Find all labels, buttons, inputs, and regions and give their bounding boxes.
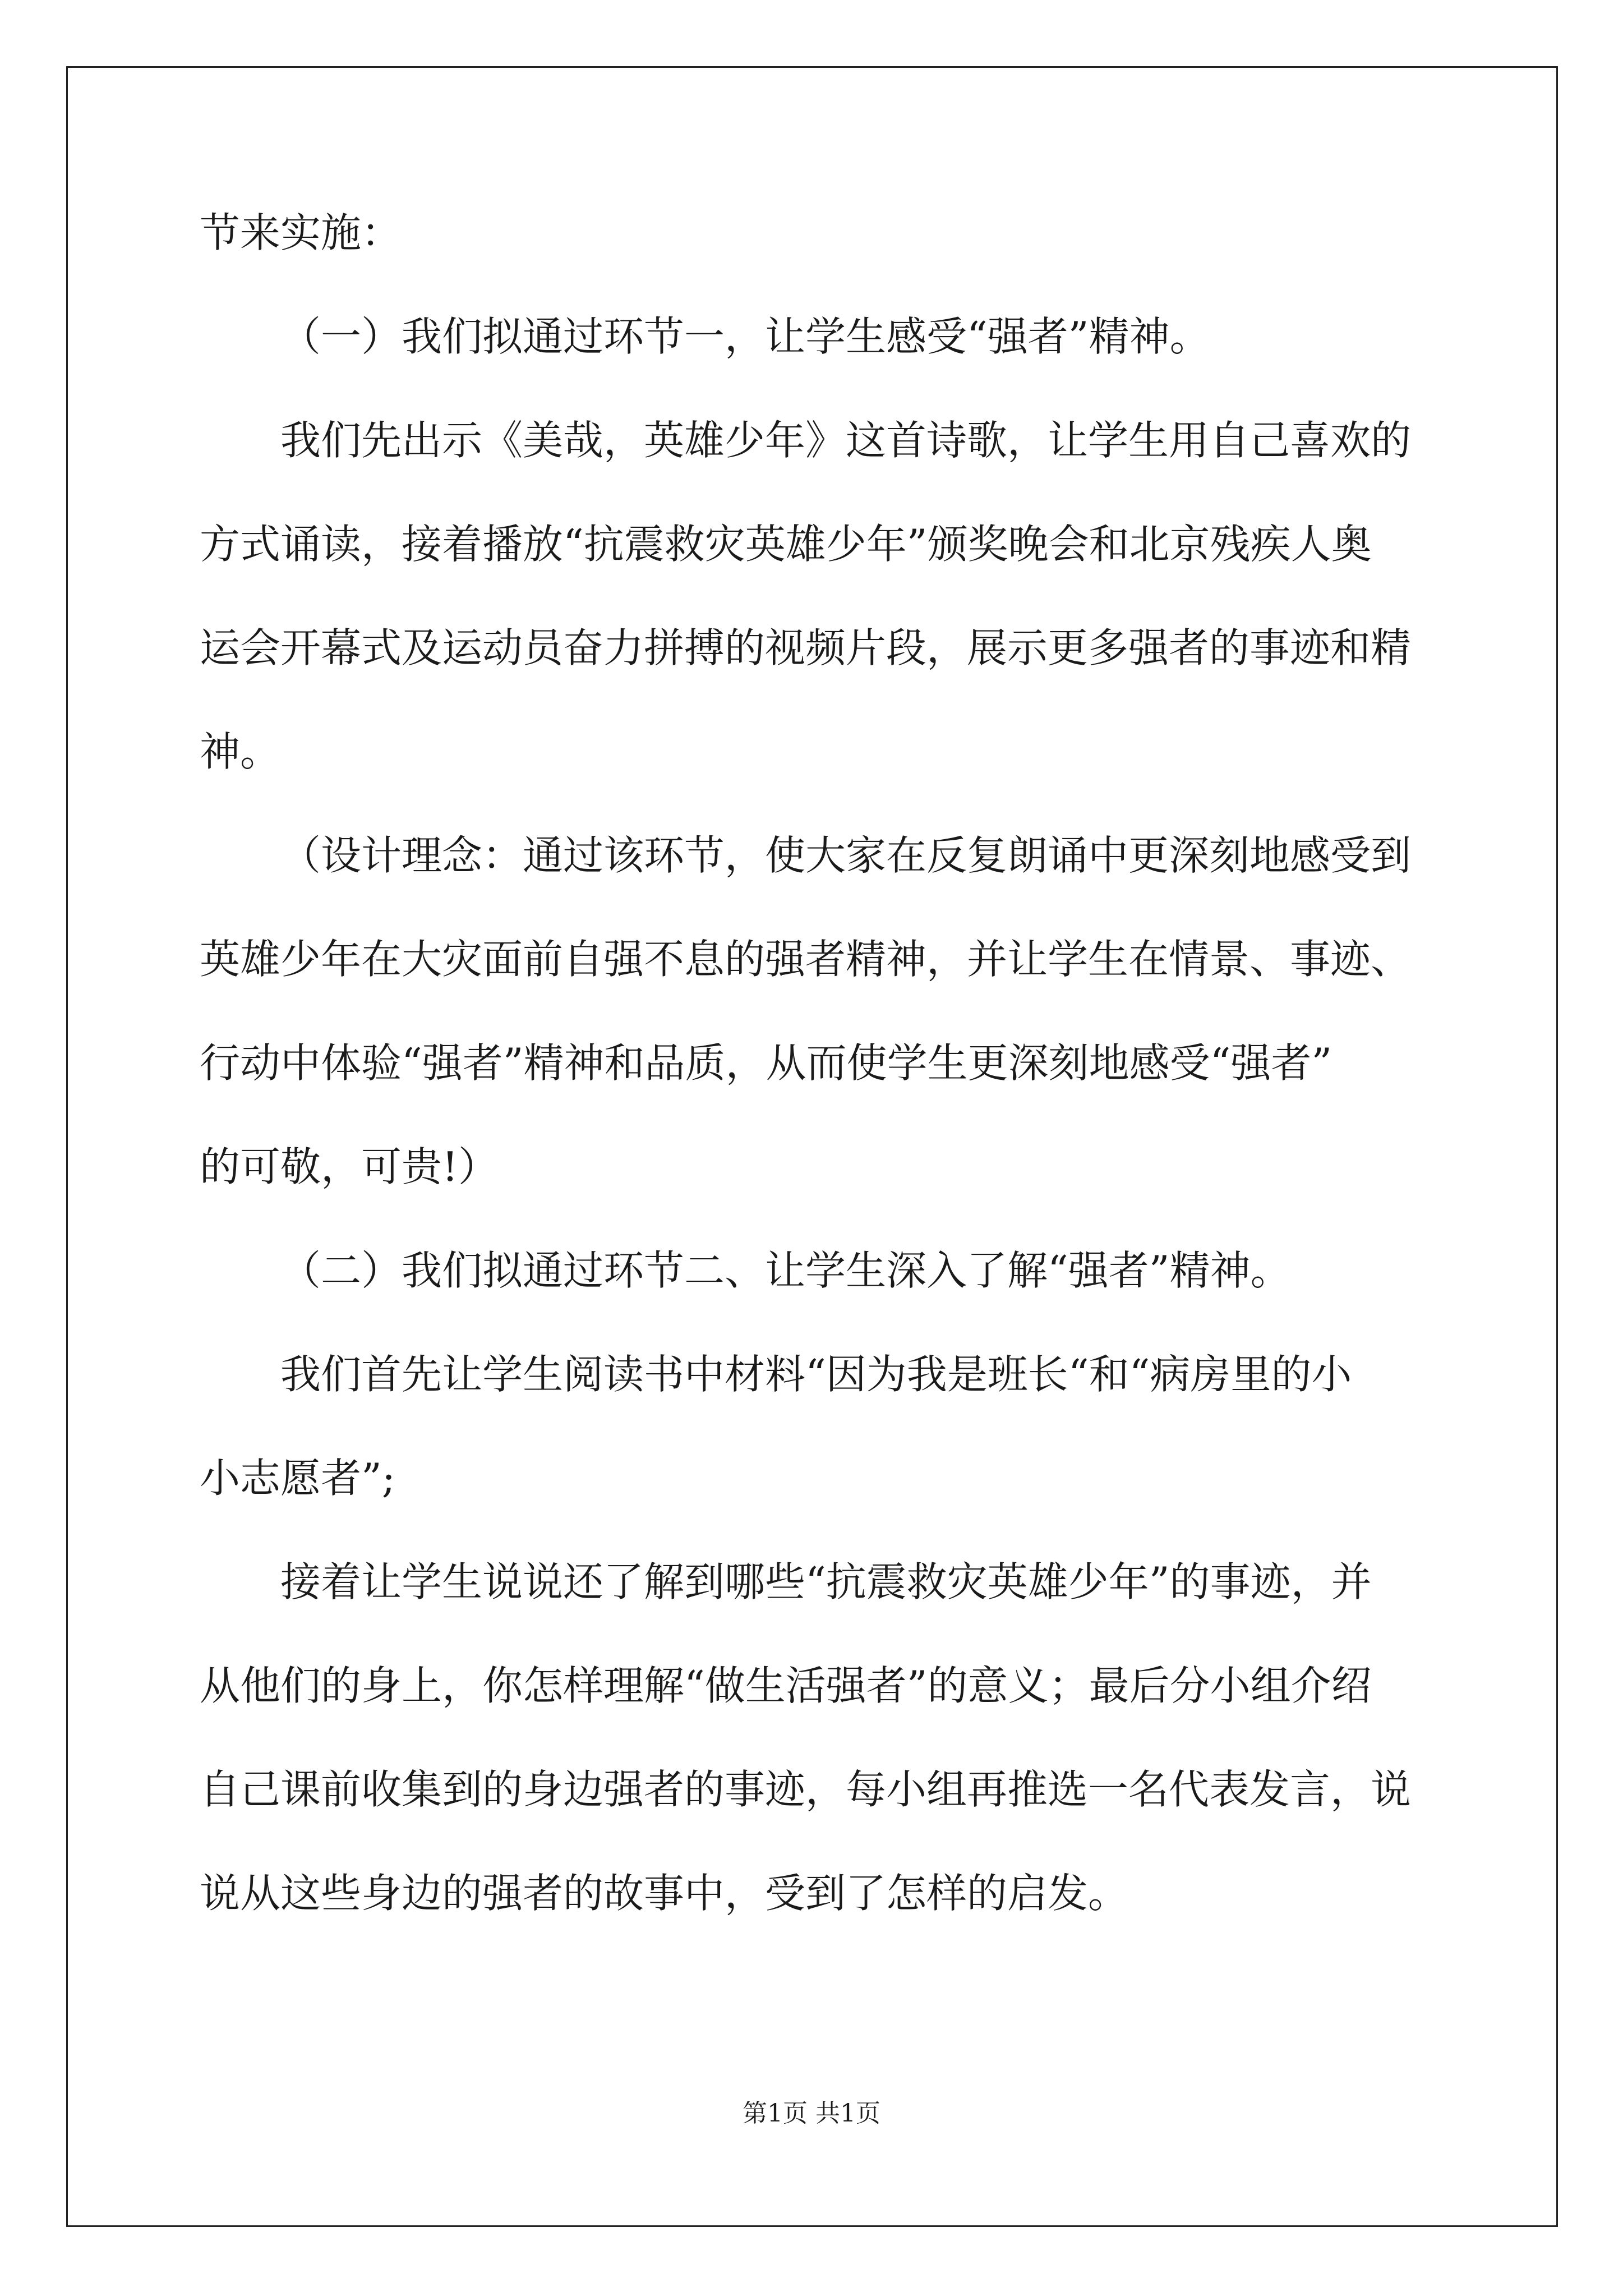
text-line: （设计理念：通过该环节，使大家在反复朗诵中更深刻地感受到 [280, 832, 1412, 879]
page-footer: 第1页 共1页 [743, 2099, 880, 2128]
text-line: 神。 [200, 728, 281, 775]
text-line: 自己课前收集到的身边强者的事迹，每小组再推选一名代表发言，说 [200, 1766, 1412, 1813]
text-line: 英雄少年在大灾面前自强不息的强者精神，并让学生在情景、事迹、 [200, 936, 1412, 983]
text-line: 说从这些身边的强者的故事中，受到了怎样的启发。 [200, 1870, 1129, 1917]
text-line: 我们首先让学生阅读书中材料“因为我是班长“和“病房里的小 [280, 1351, 1352, 1398]
text-line: （一）我们拟通过环节一，让学生感受“强者”精神。 [280, 313, 1210, 360]
text-line: 接着让学生说说还了解到哪些“抗震救灾英雄少年”的事迹，并 [280, 1558, 1372, 1605]
text-line: 运会开幕式及运动员奋力拼搏的视频片段，展示更多强者的事迹和精 [200, 624, 1412, 671]
text-line: 从他们的身上，你怎样理解“做生活强者”的意义；最后分小组介绍 [200, 1662, 1372, 1709]
text-line: 我们先出示《美哉，英雄少年》这首诗歌，让学生用自己喜欢的 [280, 417, 1412, 464]
text-line: （二）我们拟通过环节二、让学生深入了解“强者”精神。 [280, 1247, 1291, 1294]
text-line: 方式诵读，接着播放“抗震救灾英雄少年”颁奖晚会和北京残疾人奥 [200, 521, 1372, 568]
text-line: 行动中体验“强者”精神和品质，从而使学生更深刻地感受“强者” [200, 1039, 1332, 1087]
text-line: 的可敬，可贵!） [200, 1143, 499, 1190]
text-line: 节来实施： [200, 209, 402, 256]
text-line: 小志愿者”; [200, 1455, 396, 1502]
